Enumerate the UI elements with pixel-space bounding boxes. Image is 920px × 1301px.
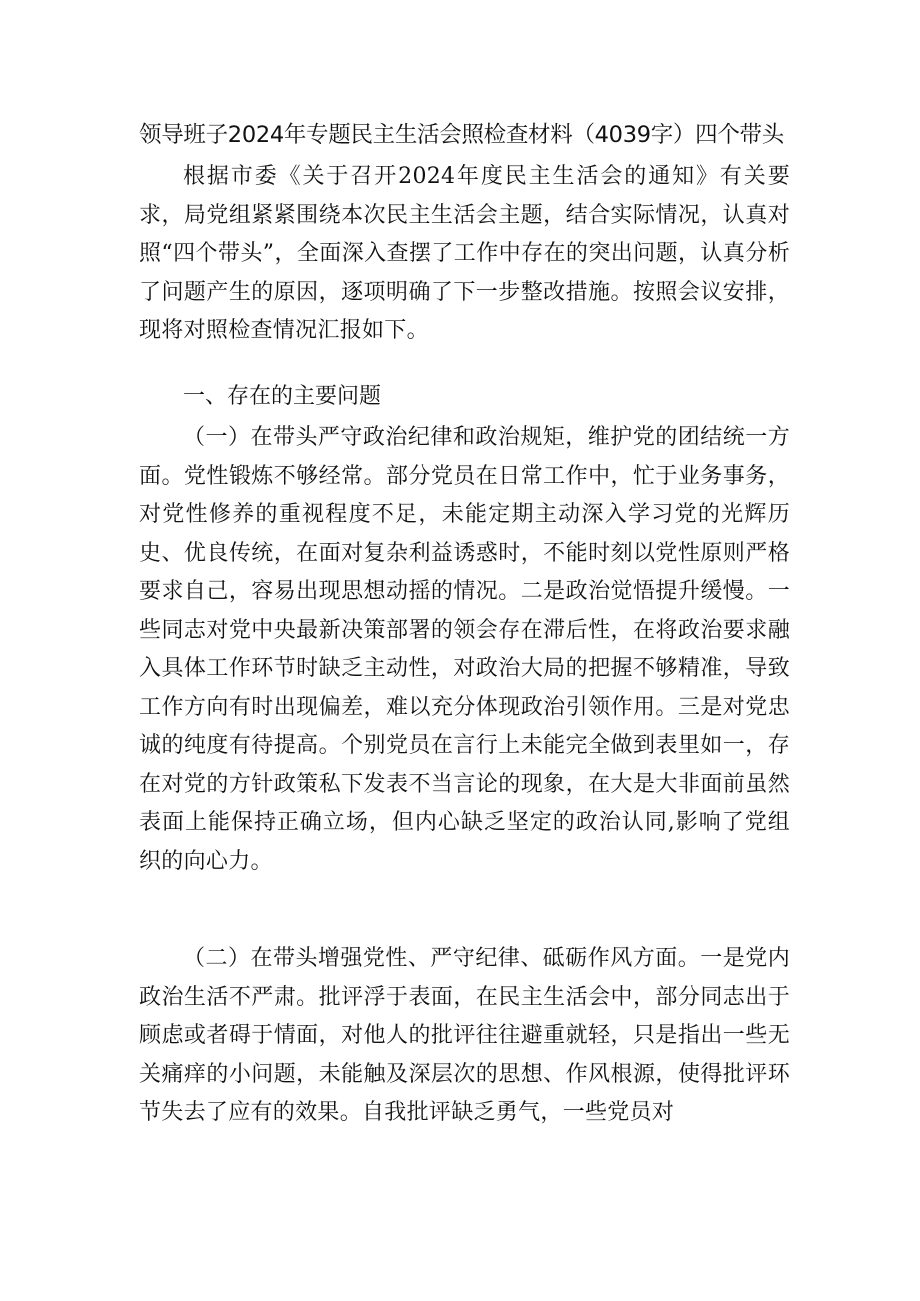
paragraph-two: （二）在带头增强党性、严守纪律、砥砺作风方面。一是党内政治生活不严肃。批评浮于表面，在民主生活会中，部分同志出于顾虑或者碍于情面，对他人的批评往往避重就轻，只是指出一些无关痛痒的小问题，未能触及深层次的思想、作风根源，使得批评环节失去了应有的效果。自我批评缺乏勇气，一些党员对 (139, 946, 790, 1125)
intro-paragraph: 根据市委《关于召开2024年度民主生活会的通知》有关要求，局党组紧紧围绕本次民主生活会主题，结合实际情况，认真对照“四个带头”，全面深入查摆了工作中存在的突出问题，认真分析了问题产生的原因，逐项明确了下一步整改措施。按照会议安排，现将对照检查情况汇报如下。 (139, 164, 790, 343)
document-title: 领导班子2024年专题民主生活会照检查材料（4039字）四个带头 (139, 122, 784, 148)
paragraph-one: （一）在带头严守政治纪律和政治规矩，维护党的团结统一方面。党性锻炼不够经常。部分党员在日常工作中，忙于业务事务，对党性修养的重视程度不足，未能定期主动深入学习党的光辉历史、优良传统，在面对复杂利益诱惑时，不能时刻以党性原则严格要求自己，容易出现思想动摇的情况。二是政治觉悟提升缓慢。一些同志对党中央最新决策部署的领会存在滞后性，在将政治要求融入具体工作环节时缺乏主动性，对政治大局的把握不够精准，导致工作方向有时出现偏差，难以充分体现政治引领作用。三是对党忠诚的纯度有待提高。个别党员在言行上未能完全做到表里如一，存在对党的方针政策私下发表不当言论的现象，在大是大非面前虽然表面上能保持正确立场，但内心缺乏坚定的政治认同,影响了党组织的向心力。 (139, 425, 790, 874)
section-heading: 一、存在的主要问题 (183, 384, 382, 409)
